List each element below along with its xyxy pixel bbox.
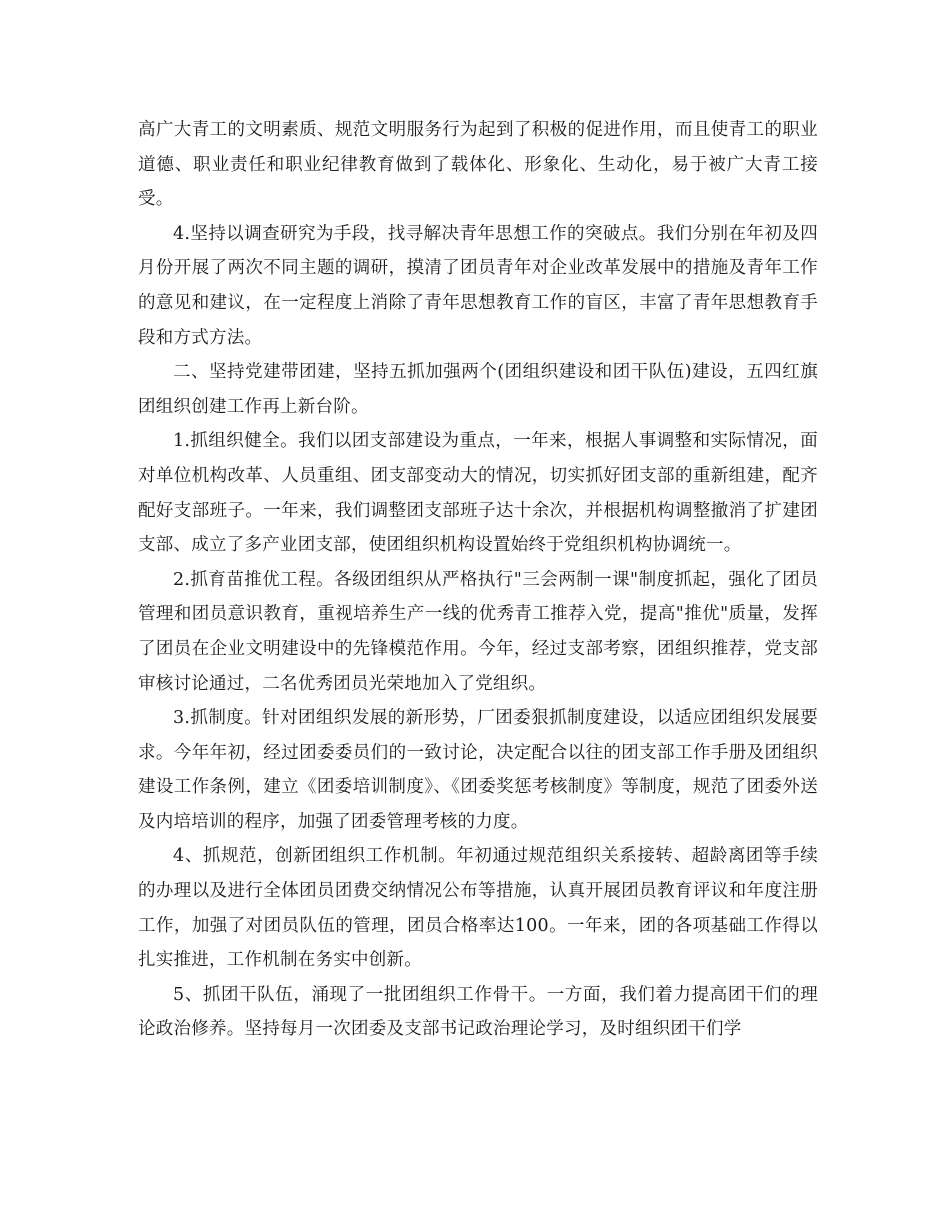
paragraph: 二、坚持党建带团建，坚持五抓加强两个(团组织建设和团干队伍)建设，五四红旗团组织创建工作再上新台阶。: [138, 362, 818, 417]
paragraph: 4、抓规范，创新团组织工作机制。年初通过规范组织关系接转、超龄离团等手续的办理以及进行全体团员团费交纳情况公布等措施，认真开展团员教育评议和年度注册工作，加强了对团员队伍的管理，团员合格率达100。一年来，团的各项基础工作得以扎实推进，工作机制在务实中创新。: [138, 846, 818, 971]
paragraph: 5、抓团干队伍，涌现了一批团组织工作骨干。一方面，我们着力提高团干们的理论政治修养。坚持每月一次团委及支部书记政治理论学习，及时组织团干们学: [138, 984, 818, 1040]
paragraph: 2.抓育苗推优工程。各级团组织从严格执行"三会两制一课"制度抓起，强化了团员管理和团员意识教育，重视培养生产一线的优秀青工推荐入党，提高"推优"质量，发挥了团员在企业文明建设中的先锋模范作用。今年，经过支部考察，团组织推荐，党支部审核讨论通过，二名优秀团员光荣地加入了党组织。: [138, 569, 818, 694]
document-body: [138, 113, 818, 1047]
paragraph: 1.抓组织健全。我们以团支部建设为重点，一年来，根据人事调整和实际情况，面对单位机构改革、人员重组、团支部变动大的情况，切实抓好团支部的重新组建，配齐配好支部班子。一年来，我们调整团支部班子达十余次，并根据机构调整撤消了扩建团支部、成立了多产业团支部，使团组织机构设置始终于党组织机构协调统一。: [138, 431, 818, 556]
paragraph: 高广大青工的文明素质、规范文明服务行为起到了积极的促进作用，而且使青工的职业道德、职业责任和职业纪律教育做到了载体化、形象化、生动化，易于被广大青工接受。: [138, 120, 818, 210]
paragraph: 3.抓制度。针对团组织发展的新形势，厂团委狠抓制度建设，以适应团组织发展要求。今年年初，经过团委委员们的一致讨论，决定配合以往的团支部工作手册及团组织建设工作条例，建立《团委培训制度》、《团委奖惩考核制度》等制度，规范了团委外送及内培培训的程序，加强了团委管理考核的力度。: [138, 708, 818, 832]
paragraph: 4.坚持以调查研究为手段，找寻解决青年思想工作的突破点。我们分别在年初及四月份开展了两次不同主题的调研，摸清了团员青年对企业改革发展中的措施及青年工作的意见和建议，在一定程度上消除了青年思想教育工作的盲区，丰富了青年思想教育手段和方式方法。: [138, 223, 818, 348]
